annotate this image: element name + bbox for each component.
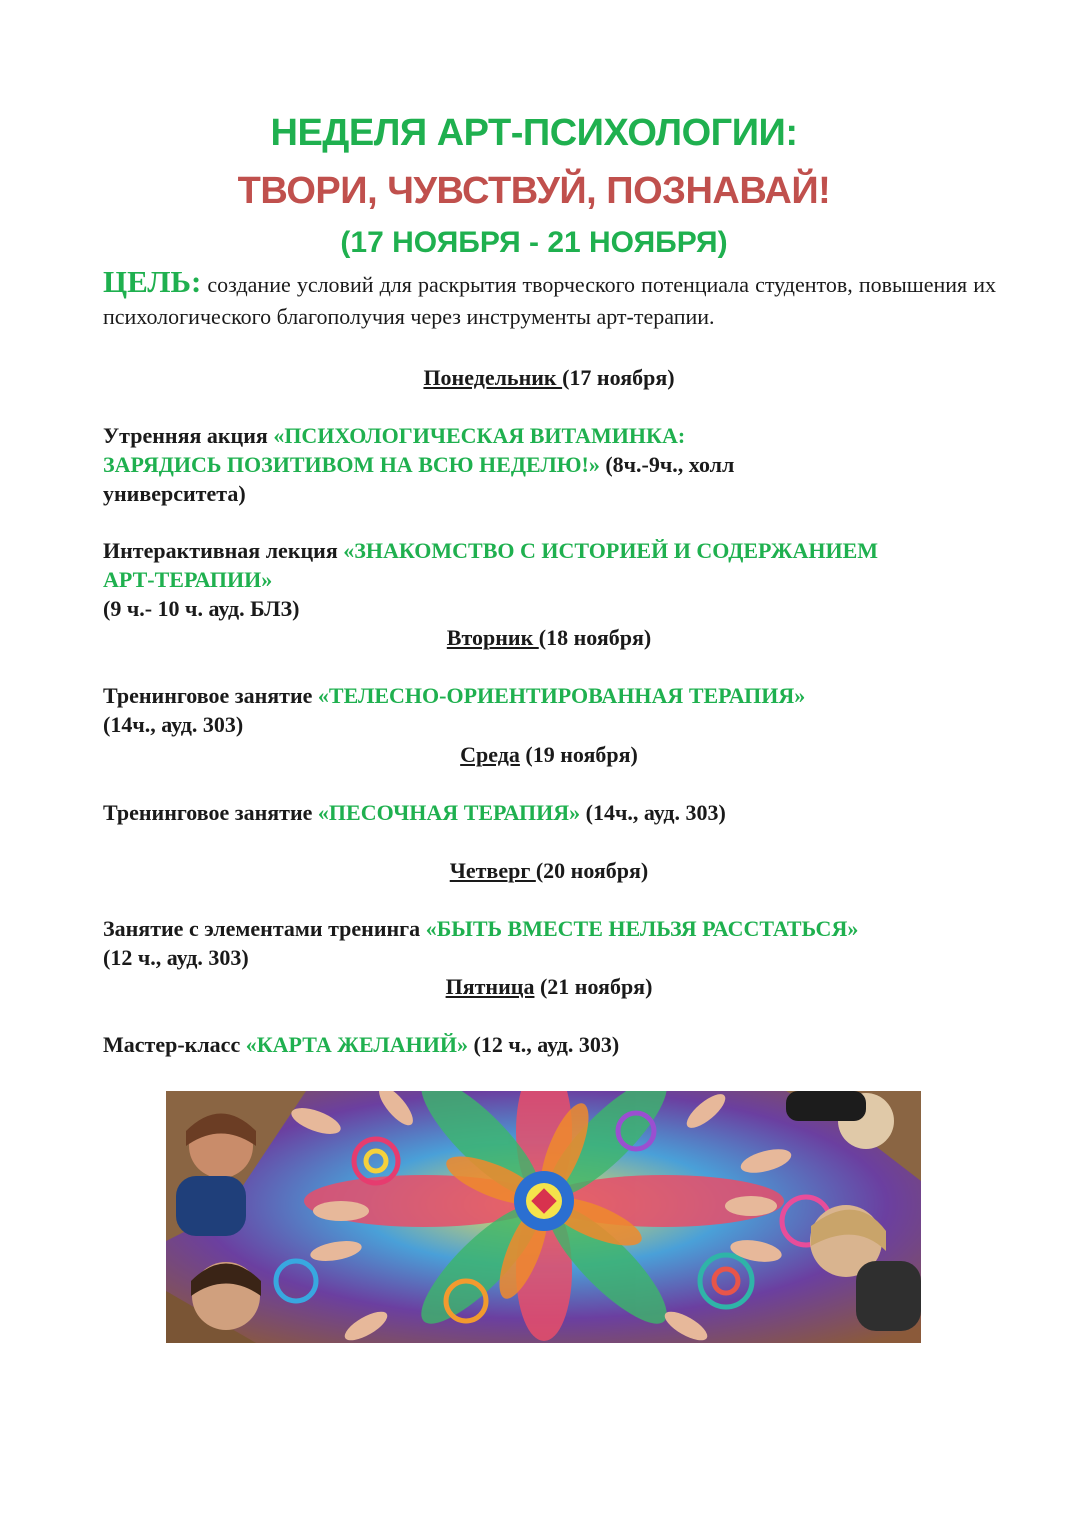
day-date: (19 ноября) <box>519 742 638 767</box>
event-title: «КАРТА ЖЕЛАНИЙ» <box>245 1032 468 1057</box>
mandala-photo <box>166 1091 921 1343</box>
event-type: Занятие с элементами тренинга <box>103 916 426 941</box>
day-heading-friday <box>0 972 1068 1001</box>
goal-label: ЦЕЛЬ: <box>103 264 202 299</box>
event-interactive-lecture <box>103 536 1003 623</box>
mandala-illustration <box>166 1091 921 1343</box>
day-heading-tuesday <box>0 623 1068 652</box>
event-body-therapy <box>103 681 1003 739</box>
event-type: Интерактивная лекция <box>103 538 344 563</box>
day-name: Среда <box>460 742 520 767</box>
poster-subtitle: ТВОРИ, ЧУВСТВУЙ, ПОЗНАВАЙ! <box>237 170 831 212</box>
poster-title: НЕДЕЛЯ АРТ-ПСИХОЛОГИИ: <box>270 112 798 154</box>
day-date: (18 ноября) <box>538 625 652 650</box>
event-morning-action <box>103 421 1003 508</box>
day-name: Пятница <box>445 974 535 999</box>
day-name: Четверг <box>449 858 536 883</box>
day-date: (21 ноября) <box>534 974 653 999</box>
goal-paragraph <box>103 266 996 333</box>
event-details: (12 ч., ауд. 303) <box>468 1032 620 1057</box>
day-date: (20 ноября) <box>535 858 649 883</box>
event-title: «ЗНАКОМСТВО С ИСТОРИЕЙ И СОДЕРЖАНИЕМ <box>343 538 879 563</box>
event-type: Утренняя акция <box>103 423 274 448</box>
event-together-training <box>103 914 1003 972</box>
event-sand-therapy <box>103 798 1003 827</box>
event-details: (14ч., ауд. 303) <box>580 800 726 825</box>
event-type: Мастер-класс <box>103 1032 246 1057</box>
day-name: Понедельник <box>423 365 563 390</box>
event-details: (9 ч.- 10 ч. ауд. БЛЗ) <box>103 596 300 621</box>
day-date: (17 ноября) <box>562 365 675 390</box>
event-title: «БЫТЬ ВМЕСТЕ НЕЛЬЗЯ РАССТАТЬСЯ» <box>425 916 859 941</box>
day-name: Вторник <box>446 625 539 650</box>
day-heading-thursday <box>0 856 1068 885</box>
goal-text: создание условий для раскрытия творческого потенциала студентов, повышения их психологического благополучия через инструменты арт-терапии. <box>103 272 996 329</box>
day-heading-monday <box>0 363 1068 392</box>
event-title: «ПСИХОЛОГИЧЕСКАЯ ВИТАМИНКА: <box>273 423 686 448</box>
event-details-cont: университета) <box>103 481 246 506</box>
event-type: Тренинговое занятие <box>103 683 318 708</box>
event-details: (12 ч., ауд. 303) <box>103 945 249 970</box>
event-title-cont: АРТ-ТЕРАПИИ» <box>103 567 273 592</box>
poster-dates: (17 НОЯБРЯ - 21 НОЯБРЯ) <box>340 226 728 259</box>
event-details: (14ч., ауд. 303) <box>103 712 244 737</box>
event-details: (8ч.-9ч., холл <box>599 452 735 477</box>
event-type: Тренинговое занятие <box>103 800 318 825</box>
event-title-cont: ЗАРЯДИСЬ ПОЗИТИВОМ НА ВСЮ НЕДЕЛЮ!» <box>103 452 600 477</box>
day-heading-wednesday <box>0 740 1068 769</box>
event-wish-map <box>103 1030 1003 1059</box>
event-title: «ТЕЛЕСНО-ОРИЕНТИРОВАННАЯ ТЕРАПИЯ» <box>317 683 806 708</box>
event-title: «ПЕСОЧНАЯ ТЕРАПИЯ» <box>317 800 581 825</box>
